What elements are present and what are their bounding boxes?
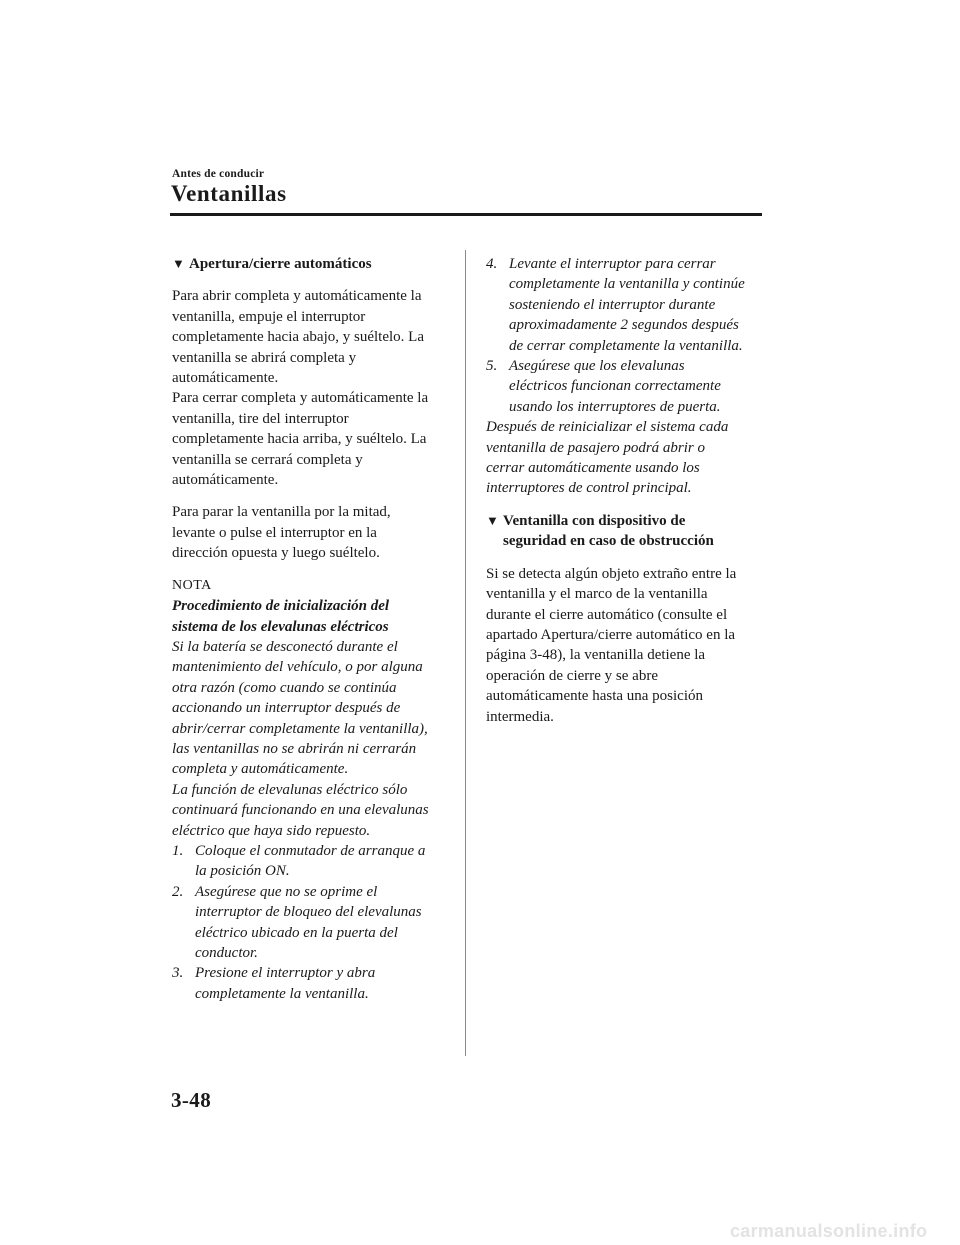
text-line: mantenimiento del vehículo, o por alguna	[172, 659, 423, 676]
text-line: completamente hacia abajo, y suéltelo. La	[172, 329, 424, 346]
text-line: ventanilla, empuje el interruptor	[172, 308, 366, 325]
step-text: Asegúrese que no se oprime el	[195, 883, 378, 900]
page-title: Ventanillas	[171, 181, 287, 206]
text-line: intermedia.	[486, 708, 554, 725]
text-line: sistema de los elevalunas eléctricos	[172, 618, 389, 635]
step-number: 3.	[172, 965, 184, 982]
text-line: otra razón (como cuando se continúa	[172, 679, 397, 696]
text-line: automáticamente.	[172, 370, 279, 387]
note-title	[172, 596, 456, 637]
note-block	[172, 576, 456, 1005]
heading-obstruction-safety	[486, 511, 766, 552]
step-item	[172, 841, 456, 882]
step-text: la posición ON.	[195, 863, 290, 880]
header-rule	[170, 213, 762, 216]
triangle-down-icon: ▼	[172, 256, 185, 271]
text-line: eléctrico que haya sido repuesto.	[172, 822, 371, 839]
watermark: carmanualsonline.info	[730, 1221, 928, 1241]
note-label: NOTA	[172, 577, 212, 593]
text-line: Procedimiento de inicialización del	[172, 598, 390, 615]
text-line: completamente hacia arriba, y suéltelo. La	[172, 431, 427, 448]
step-text: Coloque el conmutador de arranque a	[195, 842, 426, 859]
text-line: dirección opuesta y luego suéltelo.	[172, 545, 380, 562]
step-text: sosteniendo el interruptor durante	[509, 296, 716, 313]
step-item	[486, 356, 766, 417]
step-text: completamente la ventanilla y continúe	[509, 276, 745, 293]
section-label: Antes de conducir	[172, 168, 265, 180]
paragraph-obstruction	[486, 564, 766, 727]
text-line: apartado Apertura/cierre automático en la	[486, 626, 736, 643]
text-line: ventanilla de pasajero podrá abrir o	[486, 439, 706, 456]
text-line: ventanilla se cerrará completa y	[172, 451, 363, 468]
step-text: interruptor de bloqueo del elevalunas	[195, 904, 422, 921]
text-line: página 3-48), la ventanilla detiene la	[486, 647, 706, 664]
text-line: levante o pulse el interruptor en la	[172, 524, 377, 541]
step-item	[172, 963, 456, 1004]
step-text: usando los interruptores de puerta.	[509, 398, 721, 415]
text-line: Si la batería se desconectó durante el	[172, 638, 398, 655]
text-line: continuará funcionando en una elevalunas	[172, 802, 429, 819]
step-item	[172, 882, 456, 964]
text-line: abrir/cerrar completamente la ventanilla),	[172, 720, 428, 737]
text-line: ventanilla, tire del interruptor	[172, 410, 349, 427]
step-text: Levante el interruptor para cerrar	[509, 256, 716, 272]
triangle-down-icon: ▼	[486, 512, 499, 528]
left-column	[172, 254, 456, 1004]
text-line: Para parar la ventanilla por la mitad,	[172, 504, 391, 521]
text-line: completa y automáticamente.	[172, 761, 349, 778]
step-text: de cerrar completamente la ventanilla.	[509, 337, 743, 354]
text-line: operación de cierre y se abre	[486, 667, 658, 684]
heading-auto-open-close	[172, 254, 456, 274]
step-text: eléctrico ubicado en la puerta del	[195, 924, 398, 941]
step-text: Presione el interruptor y abra	[195, 965, 376, 982]
text-line: cerrar automáticamente usando los	[486, 460, 700, 477]
step-text: eléctricos funcionan correctamente	[509, 378, 721, 395]
text-line: Después de reinicializar el sistema cada	[486, 419, 729, 436]
heading-text: Apertura/cierre automáticos	[189, 256, 372, 272]
text-line: las ventanillas no se abrirán ni cerrarán	[172, 740, 417, 757]
column-divider	[465, 250, 466, 1056]
heading-text: Ventanilla con dispositivo de	[503, 512, 686, 529]
step-number: 5.	[486, 358, 498, 375]
note-body	[172, 637, 456, 841]
page-number: 3-48	[171, 1088, 212, 1112]
text-line: automáticamente hasta una posición	[486, 688, 704, 705]
step-text: aproximadamente 2 segundos después	[509, 317, 739, 334]
text-line: interruptores de control principal.	[486, 480, 692, 497]
step-number: 2.	[172, 883, 184, 900]
step-text: Asegúrese que los elevalunas	[509, 358, 685, 375]
step-text: completamente la ventanilla.	[195, 985, 369, 1002]
after-steps-note	[486, 417, 766, 499]
text-line: La función de elevalunas eléctrico sólo	[172, 781, 408, 798]
paragraph-auto-open-close	[172, 286, 456, 490]
text-line: Para abrir completa y automáticamente la	[172, 288, 422, 305]
step-number: 4.	[486, 256, 498, 272]
right-column	[486, 254, 766, 739]
text-line: accionando un interruptor después de	[172, 700, 401, 717]
step-number: 1.	[172, 842, 184, 859]
text-line: ventanilla se abrirá completa y	[172, 349, 357, 366]
text-line: ventanilla y el marco de la ventanilla	[486, 586, 708, 603]
text-line: Si se detecta algún objeto extraño entre la	[486, 565, 737, 582]
paragraph-stop-midway	[172, 502, 456, 563]
heading-text: seguridad en caso de obstrucción	[503, 533, 714, 550]
step-item	[486, 254, 766, 356]
text-line: Para cerrar completa y automáticamente la	[172, 390, 429, 407]
text-line: durante el cierre automático (consulte el	[486, 606, 728, 623]
text-line: automáticamente.	[172, 472, 279, 489]
step-text: conductor.	[195, 945, 258, 961]
